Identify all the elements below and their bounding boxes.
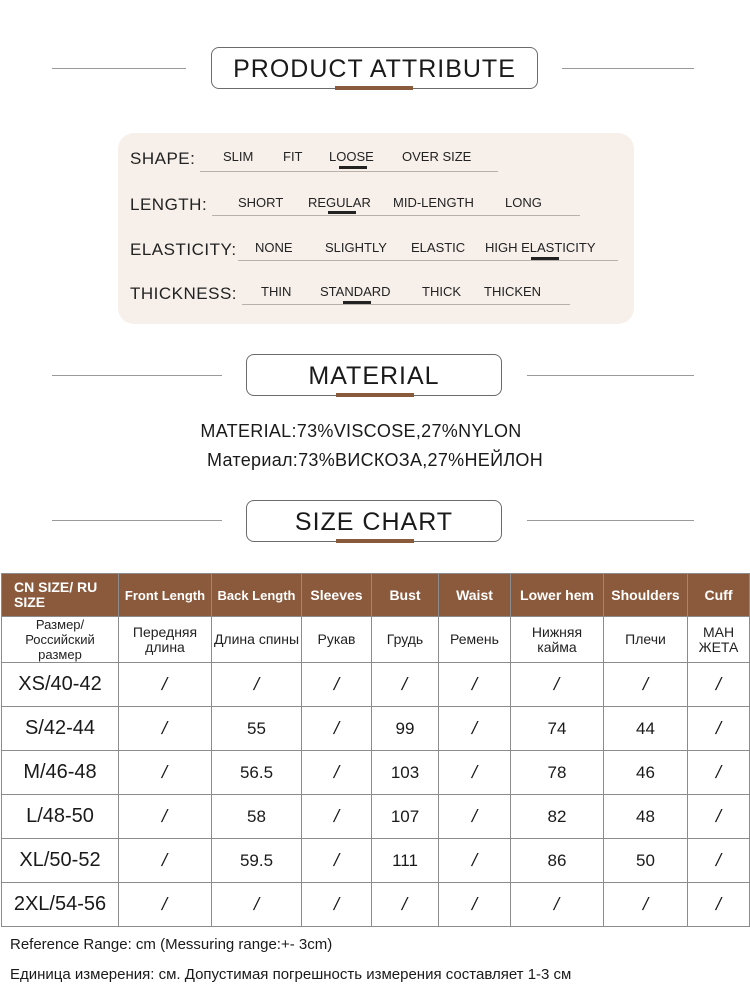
measurement-value: / xyxy=(640,894,651,914)
measurement-value: / xyxy=(251,894,262,914)
header-en: Waist xyxy=(439,574,511,617)
measurement-cell xyxy=(688,663,750,707)
header-en: Back Length xyxy=(212,574,302,617)
measurement-value: / xyxy=(331,850,342,870)
measurement-cell xyxy=(688,883,750,927)
measurement-cell xyxy=(372,707,439,751)
attr-option: OVER SIZE xyxy=(402,149,472,164)
measurement-value: 103 xyxy=(390,762,420,782)
measurement-value: 74 xyxy=(547,718,567,738)
measurement-value: / xyxy=(160,850,170,870)
header-row-en xyxy=(2,574,750,617)
header-ru: Рукав xyxy=(302,617,372,663)
size-chart-rule-left xyxy=(52,520,222,521)
measurement-value: / xyxy=(160,762,170,782)
header-ru: Нижняя кайма xyxy=(511,617,604,663)
attr-option: THIN xyxy=(261,284,292,299)
measurement-cell xyxy=(119,795,212,839)
measurement-value: 78 xyxy=(547,762,567,782)
measurement-cell xyxy=(212,751,302,795)
measurement-cell xyxy=(119,663,212,707)
measurement-cell xyxy=(302,751,372,795)
measurement-value: 58 xyxy=(247,806,266,826)
size-cell: 2XL/54-56 xyxy=(2,883,119,927)
header-ru: Передняя длина xyxy=(119,617,212,663)
measurement-cell xyxy=(511,751,604,795)
measurement-cell xyxy=(212,795,302,839)
measurement-value: / xyxy=(469,674,480,694)
measurement-cell xyxy=(372,839,439,883)
measurement-value: / xyxy=(469,762,480,782)
attr-label: LENGTH: xyxy=(130,195,208,214)
attr-row-thickness xyxy=(118,279,634,309)
attribute-panel xyxy=(118,133,634,324)
table-row xyxy=(2,707,750,751)
measurement-value: 48 xyxy=(636,806,655,826)
measurement-cell xyxy=(119,751,212,795)
attr-option-selected: LOOSE xyxy=(329,149,374,164)
attr-label: THICKNESS: xyxy=(130,284,238,303)
measurement-value: / xyxy=(331,718,342,738)
attr-option: SLIM xyxy=(223,149,254,164)
measurement-value: / xyxy=(331,806,342,826)
attr-option: ELASTIC xyxy=(411,240,466,255)
material-text-ru: Материал:73%ВИСКОЗА,27%НЕЙЛОН xyxy=(206,450,544,470)
attr-option-selected: REGULAR xyxy=(308,195,371,210)
table-row xyxy=(2,751,750,795)
material-title: MATERIAL xyxy=(246,354,502,396)
measurement-cell xyxy=(604,751,688,795)
size-cell: XL/50-52 xyxy=(2,839,119,883)
attr-option: MID-LENGTH xyxy=(393,195,474,210)
size-chart-rule-right xyxy=(527,520,694,521)
material-title-underline xyxy=(336,393,414,397)
attr-option: FIT xyxy=(283,149,303,164)
measurement-value: / xyxy=(160,894,170,914)
header-row-ru xyxy=(2,617,750,663)
measurement-cell xyxy=(372,883,439,927)
table-row xyxy=(2,663,750,707)
measurement-value: / xyxy=(469,850,480,870)
measurement-value: 59.5 xyxy=(239,850,274,870)
attribute-title: PRODUCT ATTRIBUTE xyxy=(211,47,538,89)
table-row xyxy=(2,839,750,883)
attr-option: NONE xyxy=(255,240,293,255)
measurement-cell xyxy=(119,707,212,751)
attr-baseline xyxy=(200,171,498,172)
measurement-value: / xyxy=(160,674,170,694)
attr-row-shape xyxy=(118,145,634,175)
measurement-cell xyxy=(302,795,372,839)
measurement-cell xyxy=(372,751,439,795)
size-chart-title-underline xyxy=(336,539,414,543)
measurement-value: / xyxy=(331,674,342,694)
measurement-cell xyxy=(511,707,604,751)
measurement-value: 111 xyxy=(392,850,418,870)
size-cell: XS/40-42 xyxy=(2,663,119,707)
measurement-value: / xyxy=(469,806,480,826)
attr-selected-marker xyxy=(343,301,371,304)
measurement-value: / xyxy=(160,718,170,738)
size-cell: M/46-48 xyxy=(2,751,119,795)
attribute-rule-left xyxy=(52,68,186,69)
attr-label: ELASTICITY: xyxy=(130,240,237,259)
measurement-value: 55 xyxy=(247,718,266,738)
size-chart-table xyxy=(1,573,750,927)
measurement-cell xyxy=(688,839,750,883)
attr-option: THICKEN xyxy=(484,284,542,299)
measurement-cell xyxy=(302,707,372,751)
measurement-cell xyxy=(688,795,750,839)
attr-selected-marker xyxy=(531,257,559,260)
attr-selected-marker xyxy=(339,166,367,169)
material-text-en: MATERIAL:73%VISCOSE,27%NYLON xyxy=(200,421,522,441)
measurement-value: / xyxy=(469,718,480,738)
measurement-cell xyxy=(688,751,750,795)
measurement-value: / xyxy=(552,894,562,914)
measurement-value: 86 xyxy=(547,850,567,870)
header-ru: Грудь xyxy=(372,617,439,663)
header-en: Bust xyxy=(372,574,439,617)
attr-row-length xyxy=(118,190,634,220)
attr-row-elasticity xyxy=(118,234,634,264)
header-ru: Длина спины xyxy=(212,617,302,663)
material-rule-left xyxy=(52,375,222,376)
measurement-cell xyxy=(688,707,750,751)
measurement-value: / xyxy=(251,674,262,694)
header-ru: МАН ЖЕТА xyxy=(688,617,750,663)
measurement-cell xyxy=(604,795,688,839)
header-en: Shoulders xyxy=(604,574,688,617)
measurement-cell xyxy=(511,663,604,707)
measurement-cell xyxy=(511,795,604,839)
measurement-cell xyxy=(372,795,439,839)
header-en: Front Length xyxy=(119,574,212,617)
measurement-value: / xyxy=(713,850,724,870)
measurement-note-ru: Единица измерения: см. Допустимая погрешность измерения составляет 1-3 см xyxy=(10,966,572,983)
measurement-cell xyxy=(212,839,302,883)
measurement-value: / xyxy=(331,894,342,914)
measurement-value: 82 xyxy=(547,806,567,826)
size-chart-title: SIZE CHART xyxy=(246,500,502,542)
measurement-value: 56.5 xyxy=(239,762,274,782)
measurement-cell xyxy=(439,663,511,707)
attr-option: SLIGHTLY xyxy=(325,240,387,255)
size-cell: S/42-44 xyxy=(2,707,119,751)
measurement-cell xyxy=(604,707,688,751)
attribute-rule-right xyxy=(562,68,694,69)
attr-selected-marker xyxy=(328,211,356,214)
header-ru-size: Размер/ Российский размер xyxy=(2,617,119,663)
measurement-cell xyxy=(511,883,604,927)
measurement-value: / xyxy=(713,762,724,782)
attr-option: THICK xyxy=(422,284,461,299)
measurement-cell xyxy=(119,839,212,883)
measurement-value: / xyxy=(640,674,651,694)
header-en-size: CN SIZE/ RU SIZE xyxy=(2,574,119,617)
attr-option-selected: STANDARD xyxy=(320,284,391,299)
measurement-value: 44 xyxy=(636,718,655,738)
attr-label: SHAPE: xyxy=(130,149,196,168)
measurement-cell xyxy=(604,839,688,883)
measurement-value: / xyxy=(713,674,724,694)
header-en: Cuff xyxy=(688,574,750,617)
measurement-cell xyxy=(511,839,604,883)
measurement-cell xyxy=(439,883,511,927)
attr-baseline xyxy=(242,304,570,305)
measurement-cell xyxy=(302,663,372,707)
measurement-value: 107 xyxy=(390,806,420,826)
attr-baseline xyxy=(212,215,580,216)
measurement-value: / xyxy=(552,674,562,694)
measurement-value: / xyxy=(713,894,724,914)
measurement-value: / xyxy=(400,674,410,694)
measurement-cell xyxy=(439,707,511,751)
measurement-cell xyxy=(604,883,688,927)
measurement-cell xyxy=(604,663,688,707)
attribute-title-underline xyxy=(335,86,413,90)
reference-range-note: Reference Range: cm (Messuring range:+- 3cm) xyxy=(10,936,333,953)
attr-baseline xyxy=(238,260,618,261)
size-cell: L/48-50 xyxy=(2,795,119,839)
header-ru: Плечи xyxy=(604,617,688,663)
attr-option: LONG xyxy=(505,195,542,210)
measurement-value: / xyxy=(469,894,480,914)
attr-option-selected: HIGH ELASTICITY xyxy=(485,240,596,255)
measurement-value: / xyxy=(713,718,724,738)
measurement-cell xyxy=(212,707,302,751)
header-ru: Ремень xyxy=(439,617,511,663)
measurement-cell xyxy=(302,883,372,927)
measurement-cell xyxy=(439,795,511,839)
measurement-cell xyxy=(372,663,439,707)
measurement-value: / xyxy=(400,894,410,914)
header-en: Sleeves xyxy=(302,574,372,617)
measurement-cell xyxy=(439,839,511,883)
measurement-value: / xyxy=(331,762,342,782)
measurement-value: / xyxy=(160,806,170,826)
table-row xyxy=(2,883,750,927)
measurement-value: 46 xyxy=(636,762,655,782)
measurement-cell xyxy=(212,663,302,707)
measurement-cell xyxy=(212,883,302,927)
measurement-cell xyxy=(119,883,212,927)
material-rule-right xyxy=(527,375,694,376)
measurement-cell xyxy=(439,751,511,795)
measurement-value: / xyxy=(713,806,724,826)
measurement-value: 99 xyxy=(395,718,415,738)
measurement-cell xyxy=(302,839,372,883)
measurement-value: 50 xyxy=(636,850,655,870)
table-row xyxy=(2,795,750,839)
header-en: Lower hem xyxy=(511,574,604,617)
attr-option: SHORT xyxy=(238,195,284,210)
